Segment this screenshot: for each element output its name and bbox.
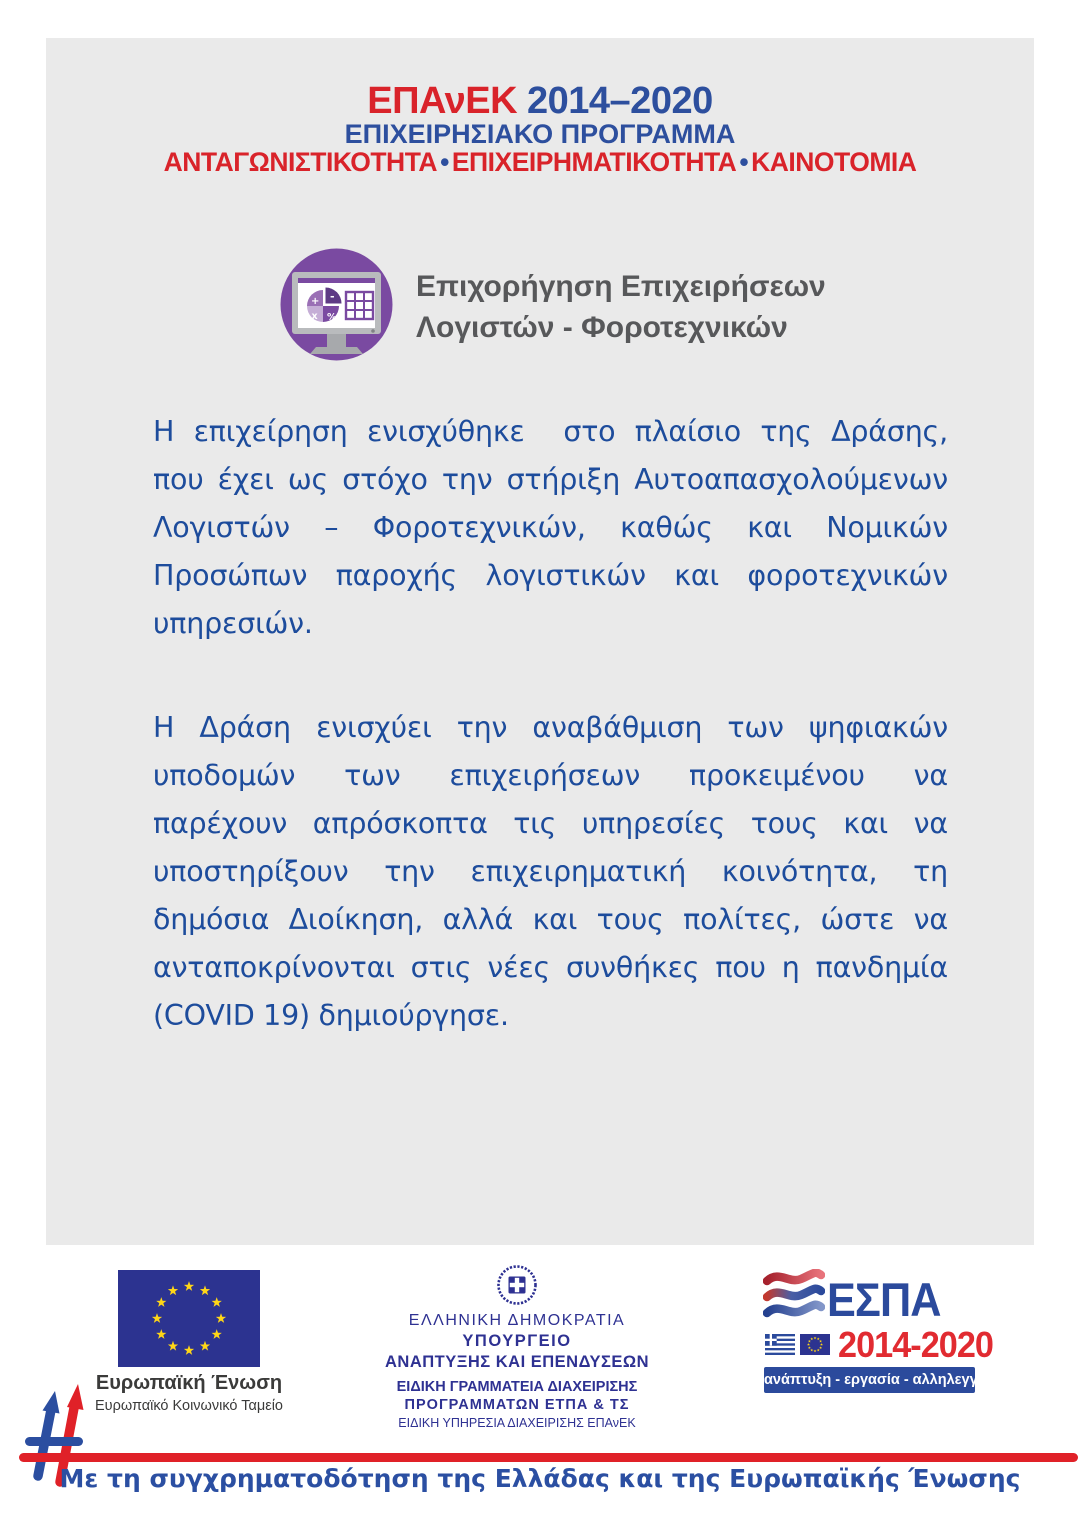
eu-captions	[78, 1372, 300, 1414]
operational-program-subtitle: ΕΠΙΧΕΙΡΗΣΙΑΚΟ ΠΡΟΓΡΑΜΜΑ	[344, 119, 736, 149]
espa-name: ΕΣΠΑ	[827, 1273, 941, 1326]
paragraph-digital-upgrade	[153, 704, 948, 1040]
axis-innovation: ΚΑΙΝΟΤΟΜΙΑ	[751, 147, 917, 177]
svg-text:+: +	[311, 296, 320, 307]
eu-caption-union: Ευρωπαϊκή Ένωση	[95, 1372, 283, 1394]
text-line: υπηρεσιών.	[153, 607, 313, 640]
greek-flag-icon	[765, 1334, 795, 1355]
text-line: ανταποκρίνονται στις νέες συνθήκες που η πανδημία	[153, 951, 948, 984]
ministry-block	[367, 1264, 667, 1430]
espa-waves-icon	[763, 1269, 825, 1323]
paragraph-support-action	[153, 408, 948, 648]
hashtag-blue-bar	[25, 1437, 83, 1446]
ministry-line-secretariat: ΕΙΔΙΚΗ ΓΡΑΜΜΑΤΕΙΑ ΔΙΑΧΕΙΡΙΣΗΣ	[396, 1379, 638, 1395]
axes-subtitle	[0, 147, 1080, 178]
text-line: Η επιχείρηση ενισχύθηκε στο πλαίσιο της Δράσης,	[153, 415, 948, 448]
ministry-line-development: ΑΝΑΠΤΥΞΗΣ ΚΑΙ ΕΠΕΝΔΥΣΕΩΝ	[384, 1353, 650, 1371]
text-line: υποδομών των επιχειρήσεων προκειμένου να	[153, 759, 948, 792]
axis-competitiveness: ΑΝΤΑΓΩΝΙΣΤΙΚΟΤΗΤΑ	[163, 147, 438, 177]
text-line: υποστηρίξουν την επιχειρηματική κοινότητα, τη	[153, 855, 948, 888]
eu-mini-flag-icon	[800, 1334, 830, 1355]
cofinance-statement: Με τη συγχρηματοδότηση της Ελλάδας και της Ευρωπαϊκής Ένωσης	[59, 1464, 1021, 1493]
espa-period: 2014-2020	[838, 1324, 994, 1365]
eu-flag-icon	[118, 1270, 260, 1367]
svg-text:%: %	[327, 312, 337, 323]
axis-entrepreneurship: ΕΠΙΧΕΙΡΗΜΑΤΙΚΟΤΗΤΑ	[451, 147, 737, 177]
ministry-line-programs: ΠΡΟΓΡΑΜΜΑΤΩΝ ΕΤΠΑ & ΤΣ	[404, 1397, 630, 1413]
text-line: (COVID 19) δημιούργησε.	[153, 999, 509, 1032]
action-title-line2: Λογιστών - Φοροτεχνικών	[416, 311, 788, 344]
hellenic-republic-emblem-icon	[495, 1264, 539, 1308]
bullet-separator: •	[739, 147, 749, 177]
footer-red-line	[19, 1453, 1078, 1462]
ministry-line-epanek-unit: ΕΙΔΙΚΗ ΥΠΗΡΕΣΙΑ ΔΙΑΧΕΙΡΙΣΗΣ ΕΠΑνΕΚ	[398, 1416, 636, 1430]
text-line: Λογιστών – Φοροτεχνικών, καθώς και Νομικών	[153, 511, 948, 544]
text-line: δημόσια Διοίκηση, αλλά και τους πολίτες, ώστε να	[153, 903, 948, 936]
action-title-line1: Επιχορήγηση Επιχειρήσεων	[416, 270, 826, 303]
text-line: Η Δράση ενισχύει την αναβάθμιση των ψηφιακών	[153, 711, 948, 744]
espa-tagline-bar: ανάπτυξη - εργασία - αλληλεγγύη	[764, 1367, 975, 1393]
svg-text:x: x	[311, 311, 318, 322]
accounting-monitor-icon	[280, 248, 393, 361]
action-title	[416, 266, 826, 348]
epanek-title	[0, 80, 1080, 123]
epanek-brand: ΕΠΑνΕΚ	[367, 80, 518, 122]
ministry-line-ministry: ΥΠΟΥΡΓΕΙΟ	[462, 1332, 572, 1350]
eu-caption-fund: Ευρωπαϊκό Κοινωνικό Ταμείο	[94, 1398, 283, 1414]
epanek-period: 2014–2020	[527, 80, 713, 122]
text-line: που έχει ως στόχο την στήριξη Αυτοαπασχολούμενων	[153, 463, 948, 496]
bullet-separator: •	[440, 147, 449, 177]
text-line: παρέχουν απρόσκοπτα τις υπηρεσίες τους και να	[153, 807, 948, 840]
svg-text:-: -	[330, 290, 335, 303]
text-line: Προσώπων παροχής λογιστικών και φοροτεχνικών	[153, 559, 948, 592]
ministry-line-republic: ΕΛΛΗΝΙΚΗ ΔΗΜΟΚΡΑΤΙΑ	[408, 1312, 626, 1329]
